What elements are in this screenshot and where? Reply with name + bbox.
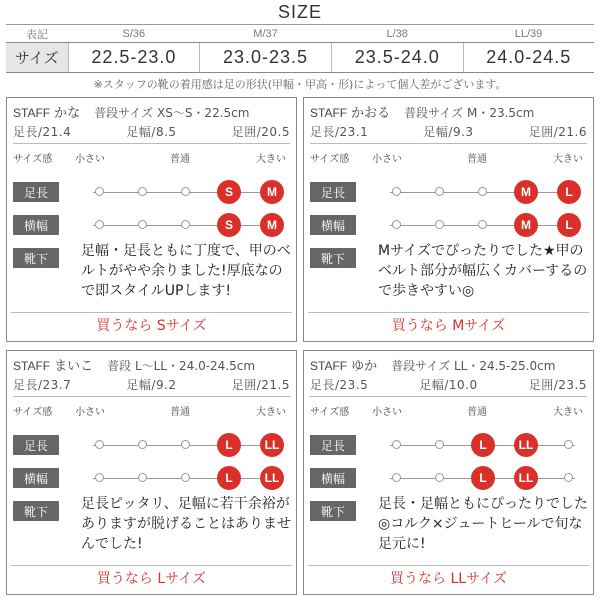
size-table-row xyxy=(6,43,594,73)
usual-size: 普段サイズ LL・24.5-25.0cm xyxy=(391,359,556,373)
scale-header xyxy=(7,150,296,164)
foot-measurements xyxy=(310,376,587,394)
scale-dot xyxy=(138,187,147,196)
scale-dot xyxy=(478,187,487,196)
foot-width: 足幅/10.0 xyxy=(419,378,478,392)
size-row-label: サイズ xyxy=(6,43,68,73)
length-size-mark: LL xyxy=(514,433,538,457)
foot-length: 足長/21.4 xyxy=(13,125,72,139)
size-col-header: LL/39 xyxy=(514,28,543,40)
foot-measurements xyxy=(310,123,587,141)
width-size-mark: L xyxy=(217,466,241,490)
scale-normal-label: 普通 xyxy=(170,407,190,418)
foot-girth: 足囲/21.6 xyxy=(528,125,587,139)
scale-dot xyxy=(392,473,401,482)
verdict: 買うなら Mサイズ xyxy=(308,312,589,338)
foot-length: 足長/23.5 xyxy=(310,378,369,392)
scale-section-label: サイズ感 xyxy=(310,154,350,165)
scale-big-label: 大きい xyxy=(553,407,583,418)
width-tag: 横幅 xyxy=(13,468,59,488)
width-tag: 横幅 xyxy=(310,215,356,235)
staff-comment: 足長ピッタリ、足幅に若干余裕がありますが脱げることはありませんでした! xyxy=(81,496,291,552)
foot-width: 足幅/9.2 xyxy=(126,378,177,392)
size-table xyxy=(6,26,594,73)
width-size-mark: S xyxy=(217,213,241,237)
length-size-mark: L xyxy=(217,433,241,457)
scale-normal-label: 普通 xyxy=(170,154,190,165)
scale-dot xyxy=(95,187,104,196)
staff-comment: 足長・足幅ともにぴったりでした◎コルク×ジュートヒールで旬な足元に! xyxy=(378,496,588,552)
usual-size: 普段サイズ M・23.5cm xyxy=(404,106,535,120)
staff-label: STAFF xyxy=(13,359,51,373)
scale-dot xyxy=(181,440,190,449)
usual-size: 普段サイズ XS〜S・22.5cm xyxy=(94,106,250,120)
foot-girth: 足囲/20.5 xyxy=(231,125,290,139)
scale-dot xyxy=(181,220,190,229)
scale-dot xyxy=(138,220,147,229)
verdict: 買うなら LLサイズ xyxy=(308,565,589,591)
scale-dot xyxy=(435,187,444,196)
width-size-mark: L xyxy=(557,213,581,237)
size-col-header: M/37 xyxy=(253,28,278,40)
length-size-mark: M xyxy=(514,180,538,204)
page-title: SIZE xyxy=(277,2,322,22)
scale-header xyxy=(304,150,593,164)
scale-dot xyxy=(435,440,444,449)
shoe-tag: 靴下 xyxy=(310,501,356,521)
usual-size: 普段 L〜LL・24.0-24.5cm xyxy=(107,359,256,373)
length-size-mark: M xyxy=(260,180,284,204)
size-col-header: S/36 xyxy=(122,28,146,40)
foot-girth: 足囲/21.5 xyxy=(231,378,290,392)
verdict: 買うなら Sサイズ xyxy=(11,312,292,338)
size-row-value: 24.0-24.5 xyxy=(463,43,594,73)
staff-label: STAFF xyxy=(310,359,348,373)
width-tag: 横幅 xyxy=(310,468,356,488)
scale-section-label: サイズ感 xyxy=(310,407,350,418)
size-col-header: L/38 xyxy=(386,28,408,40)
scale-section-label: サイズ感 xyxy=(13,407,53,418)
staff-card xyxy=(303,97,594,342)
scale-small-label: 小さい xyxy=(75,407,105,418)
card-divider xyxy=(310,396,587,397)
staff-name: まいこ xyxy=(54,359,94,374)
staff-name: かな xyxy=(54,106,81,121)
staff-name: ゆか xyxy=(351,359,378,374)
shoe-tag: 靴下 xyxy=(310,248,356,268)
size-row-value: 23.0-23.5 xyxy=(200,43,332,73)
scale-dot xyxy=(564,473,573,482)
foot-width: 足幅/9.3 xyxy=(423,125,474,139)
scale-dot xyxy=(392,440,401,449)
size-table-header xyxy=(6,26,594,43)
scale-small-label: 小さい xyxy=(75,154,105,165)
card-divider xyxy=(310,143,587,144)
scale-dot xyxy=(392,187,401,196)
staff-name: かおる xyxy=(351,106,391,121)
shoe-tag: 靴下 xyxy=(13,501,59,521)
scale-dot xyxy=(392,220,401,229)
width-size-mark: M xyxy=(260,213,284,237)
scale-dot xyxy=(181,187,190,196)
length-size-mark: L xyxy=(471,433,495,457)
width-size-mark: LL xyxy=(514,466,538,490)
width-size-mark: L xyxy=(471,466,495,490)
title-divider xyxy=(6,24,594,25)
scale-normal-label: 普通 xyxy=(467,154,487,165)
size-row-value: 23.5-24.0 xyxy=(331,43,463,73)
staff-card xyxy=(6,350,297,595)
foot-length: 足長/23.1 xyxy=(310,125,369,139)
scale-dot xyxy=(478,220,487,229)
size-row-value: 22.5-23.0 xyxy=(68,43,200,73)
foot-length: 足長/23.7 xyxy=(13,378,72,392)
staff-comment: 足幅・足長ともに丁度で、甲のベルトがやや余りました!厚底なので即スタイルUPします! xyxy=(81,243,291,299)
foot-measurements xyxy=(13,376,290,394)
scale-small-label: 小さい xyxy=(372,154,402,165)
scale-header xyxy=(7,403,296,417)
scale-big-label: 大きい xyxy=(256,407,286,418)
staff-header xyxy=(13,355,290,373)
width-size-mark: M xyxy=(514,213,538,237)
card-divider xyxy=(13,396,290,397)
scale-big-label: 大きい xyxy=(553,154,583,165)
scale-small-label: 小さい xyxy=(372,407,402,418)
fit-note: ※スタッフの靴の着用感は足の形状(甲幅・甲高・形)によって個人差がございます。 xyxy=(93,78,507,91)
foot-measurements xyxy=(13,123,290,141)
length-size-mark: L xyxy=(557,180,581,204)
length-tag: 足長 xyxy=(310,182,356,202)
scale-section-label: サイズ感 xyxy=(13,154,53,165)
scale-header xyxy=(304,403,593,417)
staff-label: STAFF xyxy=(13,106,51,120)
length-size-mark: S xyxy=(217,180,241,204)
scale-dot xyxy=(181,473,190,482)
scale-dot xyxy=(95,473,104,482)
scale-dot xyxy=(95,440,104,449)
card-divider xyxy=(13,143,290,144)
scale-big-label: 大きい xyxy=(256,154,286,165)
length-size-mark: LL xyxy=(260,433,284,457)
scale-dot xyxy=(138,440,147,449)
width-tag: 横幅 xyxy=(13,215,59,235)
scale-dot xyxy=(435,220,444,229)
staff-header xyxy=(13,102,290,120)
staff-header xyxy=(310,102,587,120)
staff-header xyxy=(310,355,587,373)
scale-normal-label: 普通 xyxy=(467,407,487,418)
foot-width: 足幅/8.5 xyxy=(126,125,177,139)
staff-label: STAFF xyxy=(310,106,348,120)
size-table-header-label: 表記 xyxy=(26,29,48,41)
staff-card xyxy=(303,350,594,595)
shoe-tag: 靴下 xyxy=(13,248,59,268)
staff-card xyxy=(6,97,297,342)
staff-comment: Mサイズでぴったりでした★甲のベルト部分が幅広くカバーするので歩きやすい◎ xyxy=(378,243,588,299)
scale-dot xyxy=(435,473,444,482)
scale-dot xyxy=(138,473,147,482)
scale-dot xyxy=(564,440,573,449)
scale-dot xyxy=(95,220,104,229)
length-tag: 足長 xyxy=(13,435,59,455)
length-tag: 足長 xyxy=(310,435,356,455)
width-size-mark: LL xyxy=(260,466,284,490)
verdict: 買うなら Lサイズ xyxy=(11,565,292,591)
foot-girth: 足囲/23.5 xyxy=(528,378,587,392)
length-tag: 足長 xyxy=(13,182,59,202)
